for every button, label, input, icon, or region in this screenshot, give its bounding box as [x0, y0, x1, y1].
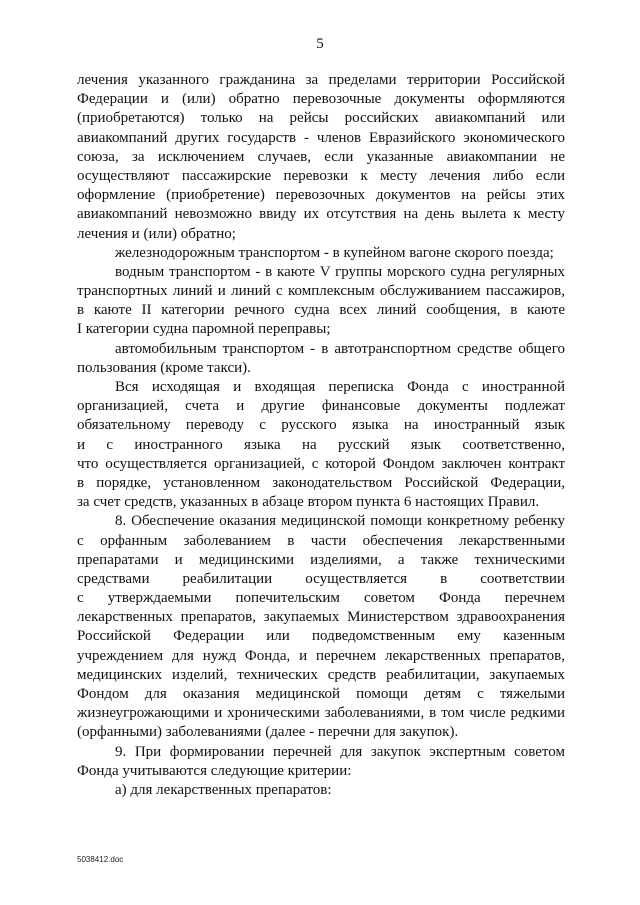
text-line: авиакомпаний невозможно ввиду их отсутствия на день вылета к месту	[77, 206, 565, 223]
text-line: жизнеугрожающими и хроническими заболеваниями, в том числе редкими	[77, 705, 565, 722]
text-line: за счет средств, указанных в абзаце втором пункта 6 настоящих Правил.	[77, 494, 540, 511]
text-line: что осуществляется организацией, с которой Фондом заключен контракт	[77, 455, 565, 472]
text-line: учреждением для нужд Фонда, и перечнем лекарственных препаратов,	[77, 647, 565, 664]
text-line: Фондом для оказания медицинской помощи детям с тяжелыми	[77, 686, 565, 702]
text-line: 8. Обеспечение оказания медицинской помощи конкретному ребенку	[115, 513, 565, 530]
paragraph	[77, 378, 565, 512]
text-line: (приобретаются) только на рейсы российских авиакомпаний или	[77, 110, 565, 127]
text-line: а) для лекарственных препаратов:	[115, 781, 332, 798]
text-line: с орфанным заболеванием в части обеспечения лекарственными	[77, 532, 565, 549]
text-line: лекарственных препаратов, закупаемых Министерством здравоохранения	[77, 609, 565, 626]
text-line: союза, за исключением случаев, если указанные авиакомпании не	[77, 148, 565, 165]
text-line: и с иностранного языка на русский язык соответственно,	[77, 436, 565, 453]
paragraph	[77, 263, 565, 340]
paragraph	[77, 743, 565, 781]
text-line: с утверждаемыми попечительским советом Фонда перечнем	[77, 590, 565, 607]
text-line: Федерации и (или) обратно перевозочные документы оформляются	[77, 91, 565, 108]
paragraph	[77, 71, 565, 244]
text-line: Фонда учитываются следующие критерии:	[77, 762, 352, 779]
text-line: транспортных линий и линий с комплексным обслуживанием пассажиров,	[77, 283, 565, 300]
text-line: пользования (кроме такси).	[77, 359, 251, 376]
text-line: медицинских изделий, технических средств реабилитации, закупаемых	[77, 666, 565, 683]
text-line: оформление (приобретение) перевозочных документов на рейсы этих	[77, 187, 565, 204]
text-line: препаратами и медицинскими изделиями, а также техническими	[77, 551, 565, 568]
text-line: организацией, счета и другие финансовые документы подлежат	[77, 398, 565, 415]
text-line: Российской Федерации или подведомственным ему казенным	[77, 628, 565, 645]
page-number: 5	[316, 36, 324, 52]
text-line: в каюте II категории речного судна всех линий сообщения, в каюте	[77, 302, 565, 319]
text-line: железнодорожным транспортом - в купейном вагоне скорого поезда;	[115, 244, 554, 261]
paragraph	[77, 340, 565, 378]
text-line: авиакомпаний других государств - членов Евразийского экономического	[77, 129, 565, 146]
text-line: лечения указанного гражданина за пределами территории Российской	[77, 72, 565, 88]
paragraph	[77, 244, 565, 263]
text-line: (орфанными) заболеваниями (далее - перечни для закупок).	[77, 724, 459, 741]
text-line: Вся исходящая и входящая переписка Фонда с иностранной	[115, 379, 565, 395]
text-line: водным транспортом - в каюте V группы морского судна регулярных	[115, 263, 565, 280]
text-line: автомобильным транспортом - в автотранспортном средстве общего	[115, 340, 565, 357]
paragraph	[77, 512, 565, 742]
document-body	[77, 71, 565, 800]
footer-filename: 5038412.doc	[77, 855, 124, 864]
text-line: средствами реабилитации осуществляется в соответствии	[77, 570, 565, 587]
paragraph	[77, 781, 565, 800]
text-line: обязательному переводу с русского языка на иностранный язык	[77, 417, 565, 434]
text-line: 9. При формировании перечней для закупок экспертным советом	[115, 743, 565, 760]
text-line: I категории судна паромной переправы;	[77, 321, 331, 338]
text-line: осуществляют пассажирские перевозки к месту лечения либо если	[77, 167, 565, 184]
text-line: в порядке, установленном законодательством Российской Федерации,	[77, 474, 565, 491]
text-line: лечения и (или) обратно;	[77, 225, 236, 242]
